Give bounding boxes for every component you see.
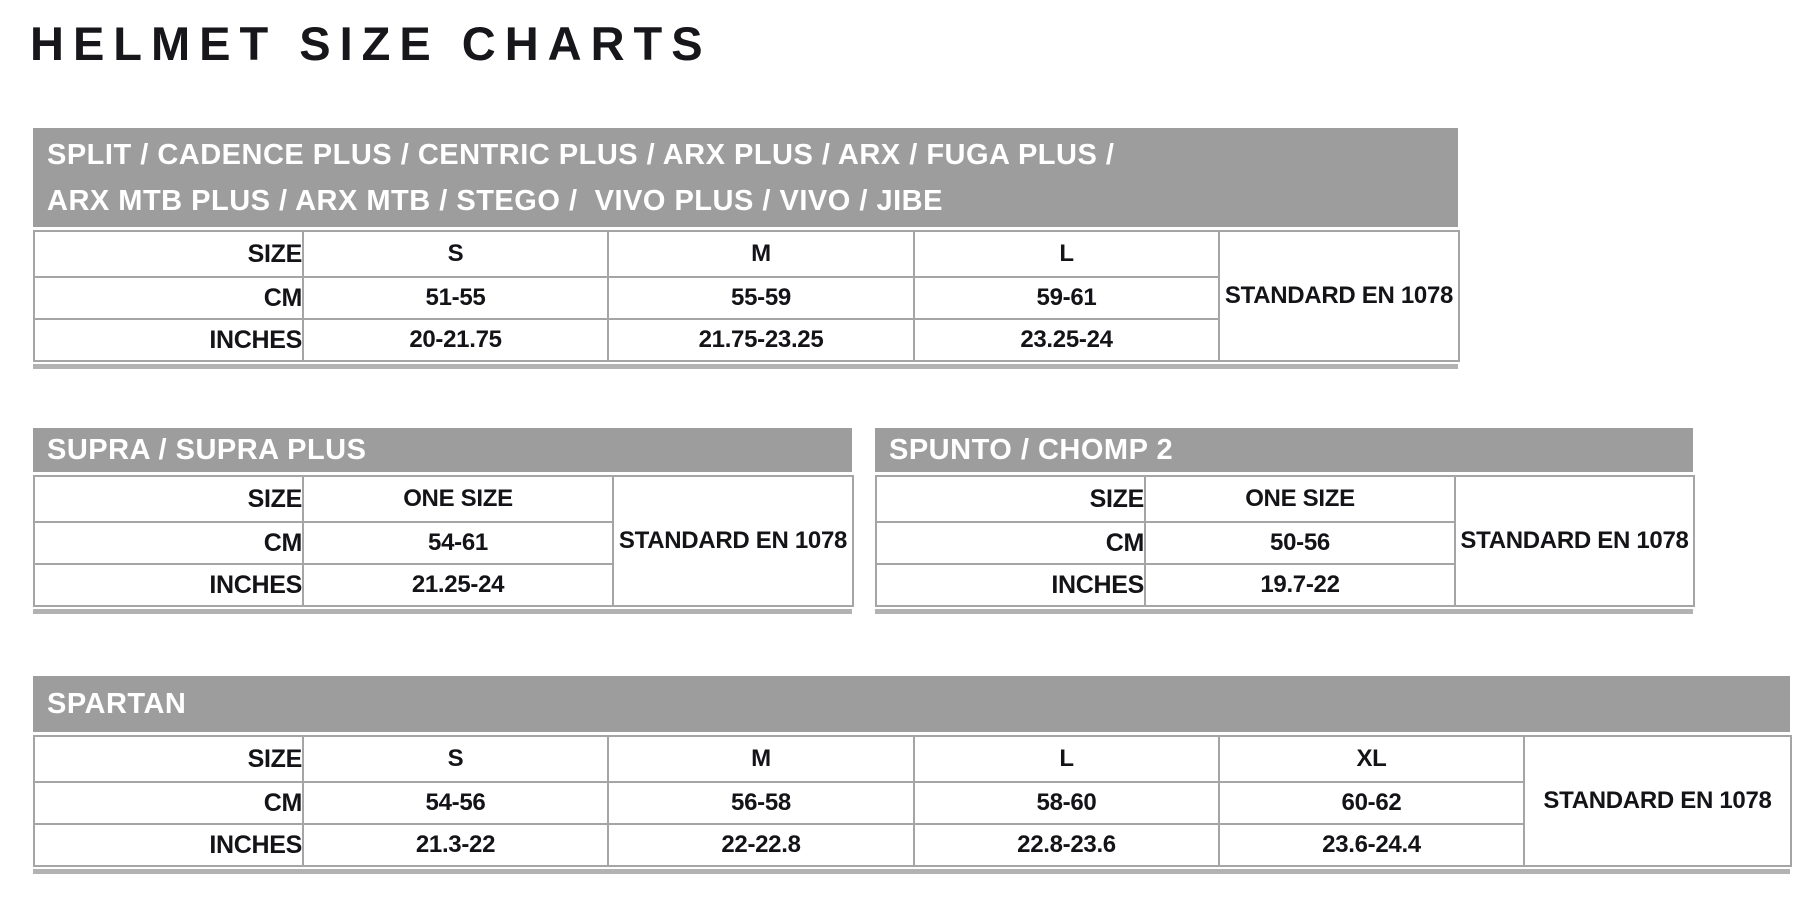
row-label-inches: INCHES bbox=[34, 564, 303, 606]
table-title-bar bbox=[875, 428, 1693, 472]
standard-cell: STANDARD EN 1078 bbox=[613, 476, 853, 606]
row-label-size: SIZE bbox=[34, 476, 303, 522]
cm-value-cell: 55-59 bbox=[608, 277, 914, 319]
cm-value-cell: 60-62 bbox=[1219, 782, 1524, 824]
inches-value-cell: 20-21.75 bbox=[303, 319, 608, 361]
size-table-split-group bbox=[33, 128, 1458, 369]
size-value-cell: S bbox=[303, 736, 608, 782]
cm-value-cell: 58-60 bbox=[914, 782, 1219, 824]
row-label-inches: INCHES bbox=[34, 319, 303, 361]
row-label-cm: CM bbox=[34, 782, 303, 824]
standard-cell: STANDARD EN 1078 bbox=[1455, 476, 1694, 606]
inches-value-cell: 21.25-24 bbox=[303, 564, 613, 606]
size-grid bbox=[33, 230, 1460, 362]
size-grid bbox=[33, 735, 1792, 867]
page-title: HELMET SIZE CHARTS bbox=[30, 17, 712, 70]
table-title-bar bbox=[33, 428, 852, 472]
inches-value-cell: 22-22.8 bbox=[608, 824, 914, 866]
table-row-size bbox=[876, 476, 1694, 522]
table-title-bar bbox=[33, 128, 1458, 227]
size-value-cell: L bbox=[914, 736, 1219, 782]
cm-value-cell: 51-55 bbox=[303, 277, 608, 319]
table-title-bar bbox=[33, 676, 1790, 732]
size-value-cell: M bbox=[608, 736, 914, 782]
size-table-spartan bbox=[33, 676, 1790, 874]
size-value-cell: XL bbox=[1219, 736, 1524, 782]
row-label-cm: CM bbox=[876, 522, 1145, 564]
table-title-line: SUPRA / SUPRA PLUS bbox=[47, 434, 367, 466]
table-row-size bbox=[34, 476, 853, 522]
row-label-size: SIZE bbox=[34, 736, 303, 782]
size-grid bbox=[33, 475, 854, 607]
table-row-size bbox=[34, 736, 1791, 782]
row-label-inches: INCHES bbox=[876, 564, 1145, 606]
inches-value-cell: 19.7-22 bbox=[1145, 564, 1455, 606]
inches-value-cell: 21.75-23.25 bbox=[608, 319, 914, 361]
cm-value-cell: 54-61 bbox=[303, 522, 613, 564]
table-title-line: SPUNTO / CHOMP 2 bbox=[889, 434, 1174, 466]
table-title-line: ARX MTB PLUS / ARX MTB / STEGO / VIVO PLUS / VIVO / JIBE bbox=[47, 184, 943, 217]
table-row-size bbox=[34, 231, 1459, 277]
standard-cell: STANDARD EN 1078 bbox=[1219, 231, 1459, 361]
table-title-line: SPLIT / CADENCE PLUS / CENTRIC PLUS / ARX PLUS / ARX / FUGA PLUS / bbox=[47, 138, 1115, 171]
standard-cell: STANDARD EN 1078 bbox=[1524, 736, 1791, 866]
inches-value-cell: 22.8-23.6 bbox=[914, 824, 1219, 866]
size-value-cell: M bbox=[608, 231, 914, 277]
cm-value-cell: 59-61 bbox=[914, 277, 1219, 319]
size-value-cell: ONE SIZE bbox=[1145, 476, 1455, 522]
inches-value-cell: 23.25-24 bbox=[914, 319, 1219, 361]
size-value-cell: ONE SIZE bbox=[303, 476, 613, 522]
cm-value-cell: 56-58 bbox=[608, 782, 914, 824]
size-table-supra bbox=[33, 428, 852, 614]
row-label-size: SIZE bbox=[34, 231, 303, 277]
size-value-cell: L bbox=[914, 231, 1219, 277]
inches-value-cell: 21.3-22 bbox=[303, 824, 608, 866]
table-title-line: SPARTAN bbox=[47, 688, 187, 720]
inches-value-cell: 23.6-24.4 bbox=[1219, 824, 1524, 866]
cm-value-cell: 54-56 bbox=[303, 782, 608, 824]
size-value-cell: S bbox=[303, 231, 608, 277]
cm-value-cell: 50-56 bbox=[1145, 522, 1455, 564]
size-table-spunto bbox=[875, 428, 1693, 614]
row-label-inches: INCHES bbox=[34, 824, 303, 866]
size-grid bbox=[875, 475, 1695, 607]
row-label-cm: CM bbox=[34, 277, 303, 319]
row-label-size: SIZE bbox=[876, 476, 1145, 522]
row-label-cm: CM bbox=[34, 522, 303, 564]
